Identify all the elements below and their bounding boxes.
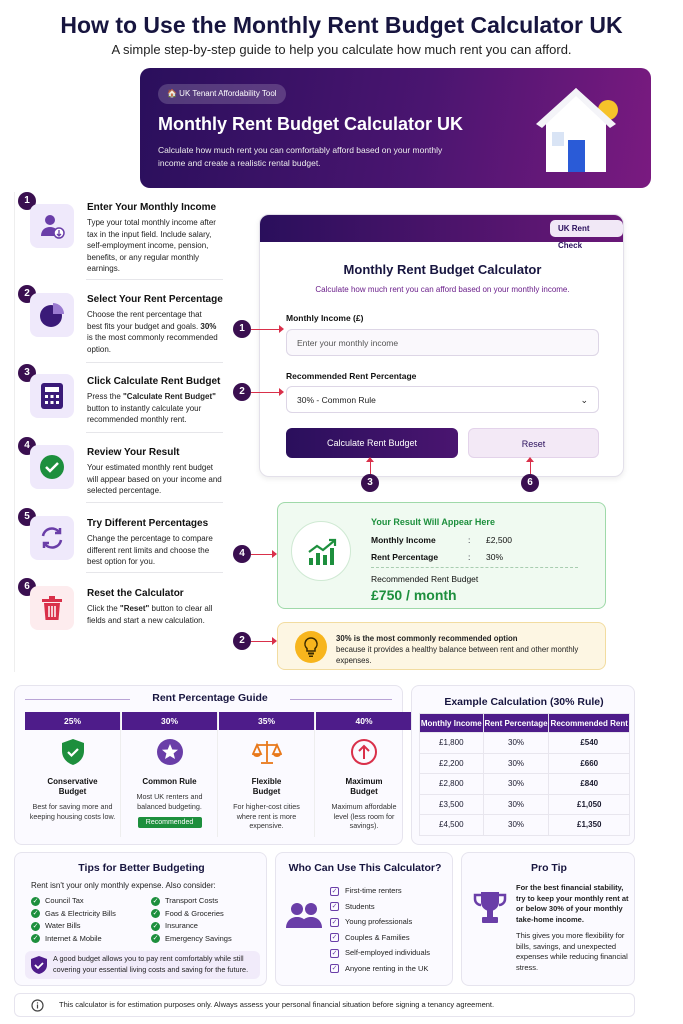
pie-chart-icon xyxy=(30,293,74,337)
guide-name: Common Rule xyxy=(142,777,197,786)
tips-footer xyxy=(25,951,260,979)
list-item xyxy=(330,961,452,977)
who-list xyxy=(330,883,452,976)
table-cell: 30% xyxy=(483,794,549,815)
steps-divider xyxy=(14,192,15,672)
protip-text-1: For the best financial stability, try to keep your monthly rent at or below 30% of your monthly take-home income. xyxy=(516,883,629,924)
list-item xyxy=(151,933,261,946)
callout-2b: 2 xyxy=(233,632,251,650)
table-cell: £2,800 xyxy=(420,774,484,795)
divider xyxy=(86,572,223,573)
arrow-head-icon xyxy=(526,457,534,462)
guide-desc: For higher-cost cities where rent is more expensive. xyxy=(233,802,300,830)
table-cell: £1,800 xyxy=(420,733,484,754)
calculator-title: Monthly Rent Budget Calculator xyxy=(343,262,542,277)
table-row xyxy=(420,774,630,795)
guide-pct: 25% xyxy=(25,712,120,730)
step-number: 2 xyxy=(18,285,36,303)
check-circle-icon xyxy=(30,445,74,489)
result-budget-value: £750 / month xyxy=(371,587,457,603)
percent-select[interactable] xyxy=(286,386,599,413)
check-icon: ✓ xyxy=(32,910,39,918)
tips-list-right xyxy=(151,895,261,945)
hero-title: Monthly Rent Budget Calculator UK xyxy=(158,114,463,134)
list-item xyxy=(31,933,151,946)
list-item-label: Water Bills xyxy=(45,921,81,930)
table-cell: 30% xyxy=(483,733,549,754)
list-item xyxy=(330,899,452,915)
checkbox-icon: ✓ xyxy=(331,949,338,957)
check-icon: ✓ xyxy=(152,897,159,905)
table-row xyxy=(420,815,630,836)
tips-panel xyxy=(14,852,267,986)
checkbox-icon: ✓ xyxy=(331,903,338,911)
callout-6: 6 xyxy=(521,474,539,492)
user-income-icon xyxy=(30,204,74,248)
guide-desc: Maximum affordable level (less room for savings). xyxy=(331,802,397,830)
table-cell: 30% xyxy=(483,815,549,836)
step-desc: Type your total monthly income after tax in the input field. Include salary, self-employment income, pension, benefits, or any regular monthly earnings. xyxy=(87,218,216,273)
percent-label: Recommended Rent Percentage xyxy=(286,371,417,381)
example-table xyxy=(419,713,630,836)
table-header: Recommended Rent xyxy=(549,714,630,733)
step-number: 6 xyxy=(18,578,36,596)
list-item xyxy=(330,914,452,930)
table-row xyxy=(420,733,630,754)
step-desc: Click the "Reset" button to clear all fields and start a new calculation. xyxy=(87,604,213,625)
hero-description: Calculate how much rent you can comfortably afford based on your monthly income and create a realistic rental budget. xyxy=(158,145,443,168)
example-title: Example Calculation (30% Rule) xyxy=(444,696,604,708)
result-budget-label: Recommended Rent Budget xyxy=(371,574,479,584)
callout-arrow xyxy=(251,392,281,393)
tips-intro: Rent isn't your only monthly expense. Also consider: xyxy=(31,881,216,890)
table-header: Monthly Income xyxy=(420,714,484,733)
guide-col-30 xyxy=(122,712,218,837)
table-cell: £1,050 xyxy=(549,794,630,815)
page-title: How to Use the Monthly Rent Budget Calculator UK xyxy=(60,12,623,38)
step-number: 4 xyxy=(18,437,36,455)
star-icon xyxy=(156,738,184,766)
table-row xyxy=(420,753,630,774)
table-cell: £1,350 xyxy=(549,815,630,836)
callout-1: 1 xyxy=(233,320,251,338)
table-cell: £840 xyxy=(549,774,630,795)
check-icon: ✓ xyxy=(32,935,39,943)
guide-col-35 xyxy=(219,712,315,837)
who-title: Who Can Use This Calculator? xyxy=(288,862,442,874)
list-item-label: Food & Groceries xyxy=(165,908,224,918)
guide-col-25 xyxy=(25,712,121,837)
income-input[interactable]: Enter your monthly income xyxy=(286,329,599,356)
step-title: Click Calculate Rent Budget xyxy=(87,376,221,387)
arrow-head-icon xyxy=(279,325,284,333)
guide-name: Maximum Budget xyxy=(345,777,383,796)
guide-pct: 35% xyxy=(219,712,314,730)
callout-3: 3 xyxy=(361,474,379,492)
arrow-head-icon xyxy=(366,457,374,462)
list-item xyxy=(31,920,151,933)
guide-col-40 xyxy=(316,712,412,837)
step-number: 5 xyxy=(18,508,36,526)
check-icon: ✓ xyxy=(152,922,159,930)
list-item xyxy=(31,908,151,921)
check-icon: ✓ xyxy=(32,897,39,905)
list-item-label: Students xyxy=(345,901,375,911)
result-divider xyxy=(371,567,578,568)
table-cell: £4,500 xyxy=(420,815,484,836)
list-item xyxy=(31,895,151,908)
colon: : xyxy=(468,552,471,562)
shield-check-icon xyxy=(60,738,86,766)
protip-title: Pro Tip xyxy=(531,862,567,874)
result-title: Your Result Will Appear Here xyxy=(371,517,495,527)
list-item-label: Self-employed individuals xyxy=(345,948,431,957)
guide-desc: Most UK renters and balanced budgeting. xyxy=(136,792,203,811)
table-cell: £660 xyxy=(549,753,630,774)
list-item xyxy=(151,908,261,921)
step-title: Review Your Result xyxy=(87,447,180,458)
table-cell: 30% xyxy=(483,774,549,795)
calculator-card xyxy=(259,214,624,477)
guide-desc: Best for saving more and keeping housing costs low. xyxy=(29,802,116,821)
list-item-label: Emergency Savings xyxy=(165,933,232,943)
lightbulb-icon xyxy=(295,631,327,663)
list-item-label: Internet & Mobile xyxy=(45,933,102,943)
callout-arrow xyxy=(251,329,281,330)
table-cell: £3,500 xyxy=(420,794,484,815)
list-item xyxy=(330,930,452,946)
check-icon: ✓ xyxy=(152,935,159,943)
income-label: Monthly Income (£) xyxy=(286,313,364,323)
checkbox-icon: ✓ xyxy=(331,934,338,942)
guide-pct: 30% xyxy=(122,712,217,730)
callout-arrow xyxy=(251,641,273,642)
callout-arrow xyxy=(251,554,273,555)
tips-list-left xyxy=(31,895,151,945)
tips-title: Tips for Better Budgeting xyxy=(78,862,205,874)
list-item-label: First-time renters xyxy=(345,886,402,895)
step-title: Try Different Percentages xyxy=(87,518,209,529)
checkbox-icon: ✓ xyxy=(331,887,338,895)
tip-text: 30% is the most commonly recommended option because it provides a healthy balance between rent and other monthly expenses. xyxy=(336,634,579,665)
list-item-label: Anyone renting in the UK xyxy=(345,963,429,973)
percent-select-value: 30% - Common Rule xyxy=(297,395,376,405)
trash-icon xyxy=(30,586,74,630)
arrow-up-icon xyxy=(350,738,378,766)
step-desc: Change the percentage to compare different rent limits and choose the best option for you. xyxy=(87,534,213,566)
callout-2: 2 xyxy=(233,383,251,401)
hero-badge: 🏠 UK Tenant Affordability Tool xyxy=(158,84,286,104)
shield-check-icon xyxy=(30,955,48,975)
list-item-label: Couples & Families xyxy=(345,932,410,942)
list-item-label: Insurance xyxy=(165,921,198,930)
uk-rent-check-badge: UK Rent Check xyxy=(550,220,623,237)
guide-columns xyxy=(25,686,395,846)
guide-name: Flexible Budget xyxy=(251,777,282,796)
callout-4: 4 xyxy=(233,545,251,563)
protip-text-2: This gives you more flexibility for bills, savings, and unexpected expenses while reducing financial stress. xyxy=(516,931,628,972)
example-panel xyxy=(411,685,635,845)
recommended-tag: Recommended xyxy=(138,817,202,828)
step-title: Select Your Rent Percentage xyxy=(87,294,223,305)
chart-growth-icon xyxy=(291,521,351,581)
reset-button[interactable]: Reset xyxy=(468,428,599,458)
hero-banner xyxy=(140,68,651,188)
check-icon: ✓ xyxy=(32,922,39,930)
list-item-label: Council Tax xyxy=(45,896,84,905)
tip-box xyxy=(277,622,606,670)
step-number: 3 xyxy=(18,364,36,382)
guide-title: Rent Percentage Guide xyxy=(130,692,290,704)
guide-name: Conservative Budget xyxy=(47,777,98,796)
divider xyxy=(86,502,223,503)
table-header: Rent Percentage xyxy=(483,714,549,733)
step-title: Reset the Calculator xyxy=(87,588,184,599)
checkbox-icon: ✓ xyxy=(331,965,338,973)
page-subtitle: A simple step-by-step guide to help you calculate how much rent you can afford. xyxy=(111,42,572,57)
who-panel xyxy=(275,852,453,986)
list-item-label: Young professionals xyxy=(345,917,413,926)
result-box xyxy=(277,502,606,609)
table-cell: £2,200 xyxy=(420,753,484,774)
step-number: 1 xyxy=(18,192,36,210)
step-desc: Press the "Calculate Rent Budget" button to instantly calculate your recommended monthly rent. xyxy=(87,392,216,424)
result-income-label: Monthly Income xyxy=(371,535,436,545)
guide-pct: 40% xyxy=(316,712,412,730)
divider xyxy=(86,432,223,433)
list-item xyxy=(151,895,261,908)
checkbox-icon: ✓ xyxy=(331,918,338,926)
percentage-guide-panel xyxy=(14,685,403,845)
table-cell: 30% xyxy=(483,753,549,774)
table-header-row xyxy=(420,714,630,733)
refresh-icon xyxy=(30,516,74,560)
list-item xyxy=(330,883,452,899)
chevron-down-icon: ⌄ xyxy=(580,395,588,405)
example-table-body xyxy=(420,733,630,836)
table-row xyxy=(420,794,630,815)
callout-arrow xyxy=(530,460,531,474)
trophy-icon xyxy=(472,889,508,929)
calculator-subtitle: Calculate how much rent you can afford based on your monthly income. xyxy=(315,285,570,294)
scales-icon xyxy=(252,738,282,766)
step-desc: Choose the rent percentage that best fits your budget and goals. 30% is the most commonly recommended option. xyxy=(87,310,218,354)
result-percent-value: 30% xyxy=(486,552,504,562)
step-title: Enter Your Monthly Income xyxy=(87,202,217,213)
table-cell: £540 xyxy=(549,733,630,754)
callout-arrow xyxy=(370,460,371,474)
calculate-button[interactable]: Calculate Rent Budget xyxy=(286,428,458,458)
divider xyxy=(86,362,223,363)
list-item-label: Gas & Electricity Bills xyxy=(45,908,116,918)
info-icon xyxy=(31,999,44,1012)
step-desc: Your estimated monthly rent budget will appear based on your income and selected percentage. xyxy=(87,463,222,495)
result-percent-label: Rent Percentage xyxy=(371,552,439,562)
result-income-value: £2,500 xyxy=(486,535,512,545)
check-icon: ✓ xyxy=(152,910,159,918)
list-item-label: Transport Costs xyxy=(165,896,219,905)
list-item xyxy=(330,945,452,961)
colon: : xyxy=(468,535,471,545)
users-icon xyxy=(286,901,322,929)
disclaimer-text: This calculator is for estimation purposes only. Always assess your personal financial situation before signing a tenancy agreement. xyxy=(59,1000,495,1009)
list-item xyxy=(151,920,261,933)
disclaimer-bar xyxy=(14,993,635,1017)
house-icon xyxy=(526,80,626,180)
divider xyxy=(86,279,223,280)
arrow-head-icon xyxy=(279,388,284,396)
calculator-icon xyxy=(30,374,74,418)
protip-panel xyxy=(461,852,635,986)
tips-footer-text: A good budget allows you to pay rent comfortably while still covering your essential living costs and saving for the future. xyxy=(53,954,249,974)
